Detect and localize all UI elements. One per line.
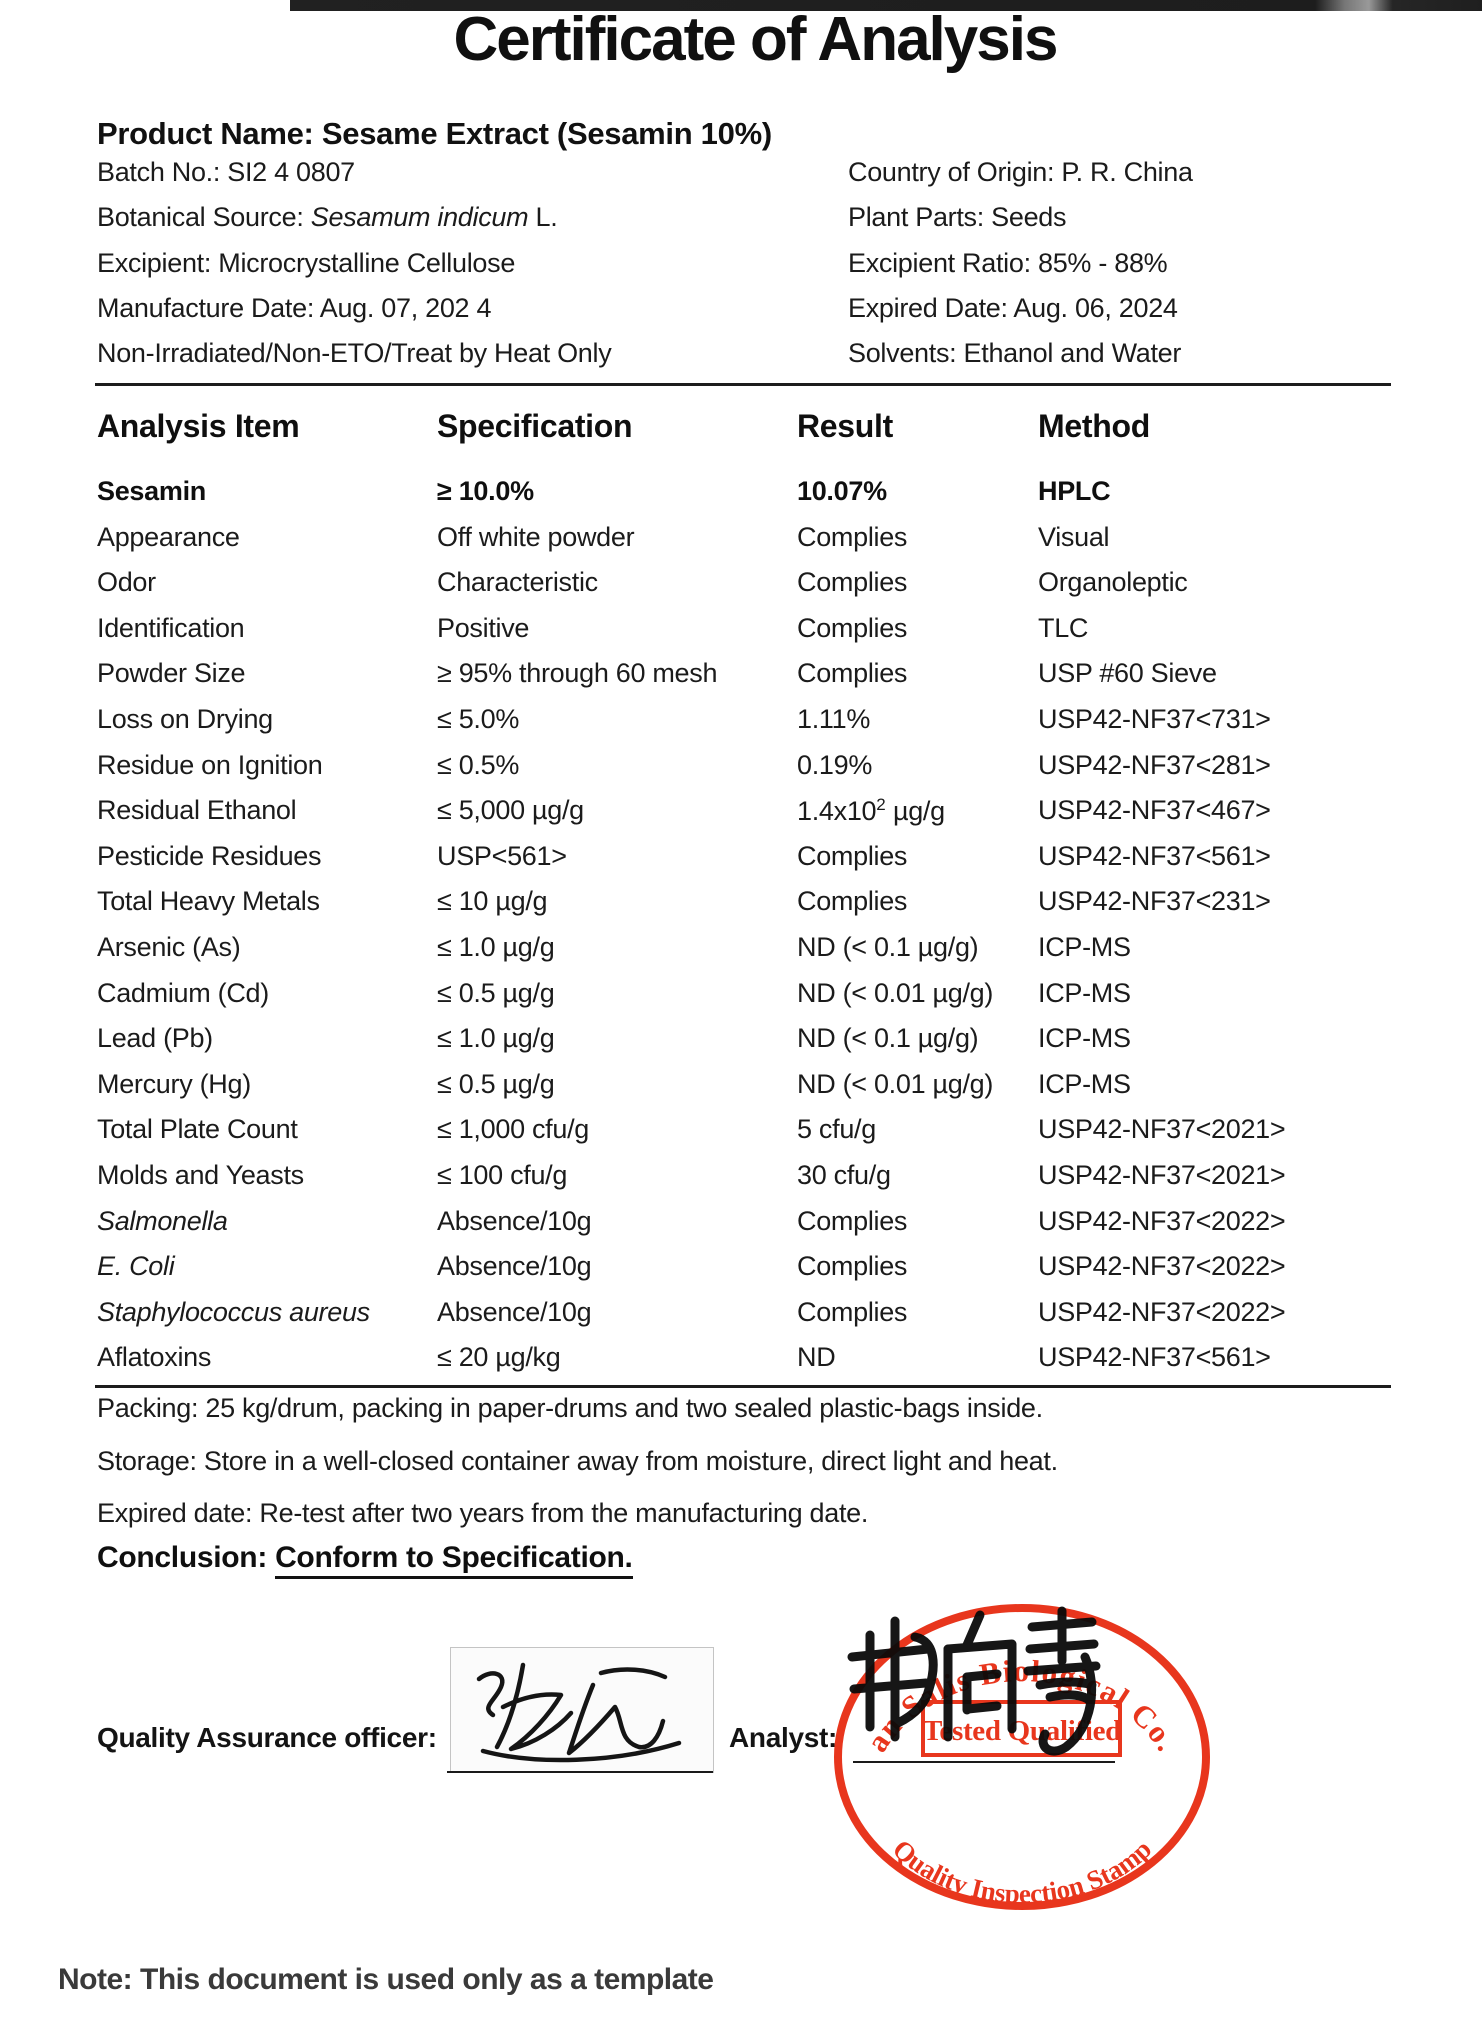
table-cell-method: ICP-MS [1038,1023,1131,1054]
table-cell-item: Aflatoxins [97,1342,212,1373]
header-specification: Specification [437,408,633,444]
table-cell-method: USP42-NF37<731> [1038,704,1271,734]
analyst-label: Analyst: [729,1722,838,1753]
table-cell-item: Appearance [97,521,240,552]
info-row [0,202,1482,236]
table-cell-result: Complies [797,567,908,598]
table-cell-item: Powder Size [97,658,246,689]
table-cell-item: Residual Ethanol [97,795,297,826]
table-row [0,841,1482,881]
table-cell-method: USP42-NF37<2022> [1038,1296,1286,1327]
excipient-ratio: Excipient Ratio: 85% - 88% [848,248,1168,278]
table-cell-item: Salmonella [97,1205,228,1236]
excipient: Excipient: Microcrystalline Cellulose [97,248,516,278]
table-row [0,1251,1482,1291]
table-cell-method: USP42-NF37<2022> [1038,1205,1286,1236]
table-row [0,658,1482,698]
table-row [0,1160,1482,1200]
table-cell-method: Organoleptic [1038,567,1188,598]
table-cell-method: ICP-MS [1038,1068,1131,1099]
table-cell-method: USP42-NF37<467> [1038,795,1271,826]
table-cell-item: Total Plate Count [97,1114,298,1145]
expired-date: Expired Date: Aug. 06, 2024 [848,293,1178,323]
country-of-origin: Country of Origin: P. R. China [848,157,1193,187]
header-result: Result [797,408,893,444]
table-cell-item: Identification [97,612,245,643]
table-cell-result: Complies [797,886,908,917]
botanical-source-species: Sesamum indicum [310,202,529,232]
table-cell-method: USP42-NF37<2022> [1038,1251,1286,1282]
table-cell-spec: ≤ 1.0 µg/g [437,932,555,962]
table-cell-item: Cadmium (Cd) [97,977,269,1008]
table-row [0,932,1482,972]
table-cell-item: Total Heavy Metals [97,886,320,917]
table-cell-spec: ≤ 1.0 µg/g [437,1023,555,1054]
table-cell-spec: ≤ 20 µg/kg [437,1342,561,1373]
batch-number: Batch No.: SI2 4 0807 [97,157,355,187]
table-cell-spec: Absence/10g [437,1251,592,1282]
conclusion-value: Conform to Specification. [275,1541,633,1579]
qa-signature-line [447,1771,713,1773]
table-cell-result: Complies [797,612,908,643]
table-cell-spec: ≥ 95% through 60 mesh [437,658,718,689]
botanical-source-suffix: L. [528,202,558,232]
table-cell-spec: USP<561> [437,840,567,871]
table-cell-spec: ≤ 0.5 µg/g [437,1068,555,1099]
table-cell-item: Loss on Drying [97,704,273,734]
table-row [0,1206,1482,1246]
table-cell-item: Pesticide Residues [97,840,322,871]
table-row [0,704,1482,744]
table-cell-spec: ≤ 0.5 µg/g [437,977,555,1008]
table-cell-result: ND (< 0.01 µg/g) [797,977,994,1008]
botanical-source-label: Botanical Source: [97,202,311,232]
table-cell-spec: Absence/10g [437,1205,592,1236]
table-row [0,886,1482,926]
table-cell-spec: ≤ 5.0% [437,704,520,734]
product-name: Product Name: Sesame Extract (Sesamin 10%) [97,116,772,151]
divider-top [95,383,1391,386]
table-cell-item: E. Coli [97,1251,175,1282]
table-cell-method: USP42-NF37<561> [1038,1342,1271,1373]
table-cell-item: Molds and Yeasts [97,1160,304,1190]
table-cell-result: 5 cfu/g [797,1114,876,1145]
conclusion-label: Conclusion: [97,1541,276,1574]
table-cell-result: 1.11% [797,704,871,734]
table-cell-method: USP42-NF37<281> [1038,749,1271,780]
table-cell-spec: ≤ 10 µg/g [437,886,548,917]
table-cell-result: ND (< 0.1 µg/g) [797,1023,979,1054]
table-cell-result: Complies [797,1205,908,1236]
table-cell-method: USP42-NF37<2021> [1038,1160,1286,1190]
table-row [0,1069,1482,1109]
table-cell-method: TLC [1038,612,1089,643]
table-cell-method: ICP-MS [1038,977,1131,1008]
treatment-note: Non-Irradiated/Non-ETO/Treat by Heat Only [97,338,612,368]
page-title: Certificate of Analysis [453,5,1057,74]
manufacture-date: Manufacture Date: Aug. 07, 202 4 [97,293,492,323]
info-row [0,248,1482,282]
qa-officer-label: Quality Assurance officer: [97,1722,437,1753]
table-row [0,978,1482,1018]
info-row [0,157,1482,191]
table-cell-result: Complies [797,840,908,871]
table-cell-item: Arsenic (As) [97,932,241,962]
botanical-source [97,202,557,233]
table-row [0,1114,1482,1154]
header-method: Method [1038,408,1150,444]
header-analysis-item: Analysis Item [97,408,300,444]
table-row [0,795,1482,835]
conclusion-line [97,1541,633,1575]
info-row [0,338,1482,372]
packing-line: Packing: 25 kg/drum, packing in paper-drums and two sealed plastic-bags inside. [97,1393,1043,1423]
table-cell-method: USP #60 Sieve [1038,658,1217,689]
table-cell-method: USP42-NF37<231> [1038,886,1271,917]
table-cell-method: Visual [1038,521,1110,552]
plant-parts: Plant Parts: Seeds [848,202,1067,232]
table-cell-result: ND (< 0.01 µg/g) [797,1068,994,1099]
table-cell-result: Complies [797,658,908,689]
table-cell-result: 30 cfu/g [797,1160,891,1190]
table-cell-item: Residue on Ignition [97,749,323,780]
stamp-box-text: Tested Qualified [923,1715,1121,1747]
table-cell-item: Mercury (Hg) [97,1068,251,1099]
table-cell-result: ND [797,1342,836,1373]
qa-signature [451,1648,713,1772]
table-cell-result: ND (< 0.1 µg/g) [797,932,979,962]
table-cell-spec: ≤ 0.5% [437,749,520,780]
table-row [0,522,1482,562]
table-cell-spec: ≤ 100 cfu/g [437,1160,568,1190]
table-row [0,1297,1482,1337]
table-row [0,1342,1482,1382]
table-cell-item: Lead (Pb) [97,1023,213,1054]
table-cell-method: HPLC [1038,476,1111,506]
table-cell-spec: ≤ 5,000 µg/g [437,795,584,826]
analyst-signature [840,1595,1110,1775]
table-row [0,750,1482,790]
table-row [0,613,1482,653]
table-cell-method: USP42-NF37<2021> [1038,1114,1286,1145]
table-cell-spec: ≥ 10.0% [437,476,534,506]
table-row [0,567,1482,607]
qa-signature-box [450,1647,714,1773]
divider-bottom [95,1385,1391,1388]
storage-line: Storage: Store in a well-closed container away from moisture, direct light and heat. [97,1446,1058,1476]
expired-line: Expired date: Re-test after two years from the manufacturing date. [97,1498,869,1528]
table-cell-spec: ≤ 1,000 cfu/g [437,1114,590,1145]
note-text: Note: This document is used only as a template [58,1963,714,1996]
table-cell-result: Complies [797,1251,908,1282]
table-cell-method: ICP-MS [1038,932,1131,962]
table-row [0,1023,1482,1063]
table-cell-spec: Positive [437,612,530,643]
info-row [0,293,1482,327]
table-cell-item: Sesamin [97,476,206,506]
table-cell-spec: Absence/10g [437,1296,592,1327]
table-cell-result: Complies [797,521,908,552]
stamp-arc-text: an Salis Biological Co. [859,1653,1186,1758]
table-cell-result: 0.19% [797,749,873,780]
table-cell-item: Staphylococcus aureus [97,1296,370,1327]
table-cell-spec: Characteristic [437,567,598,598]
solvents: Solvents: Ethanol and Water [848,338,1182,368]
table-cell-result: Complies [797,1296,908,1327]
table-row [0,476,1482,516]
stamp-bottom-text: Quality Inspection Stamp [886,1833,1158,1909]
table-cell-result: $1.4x10^2$ µg/g [797,795,945,827]
table-cell-item: Odor [97,567,156,598]
table-cell-result: 10.07% [797,476,887,506]
table-cell-method: USP42-NF37<561> [1038,840,1271,871]
table-cell-spec: Off white powder [437,521,635,552]
